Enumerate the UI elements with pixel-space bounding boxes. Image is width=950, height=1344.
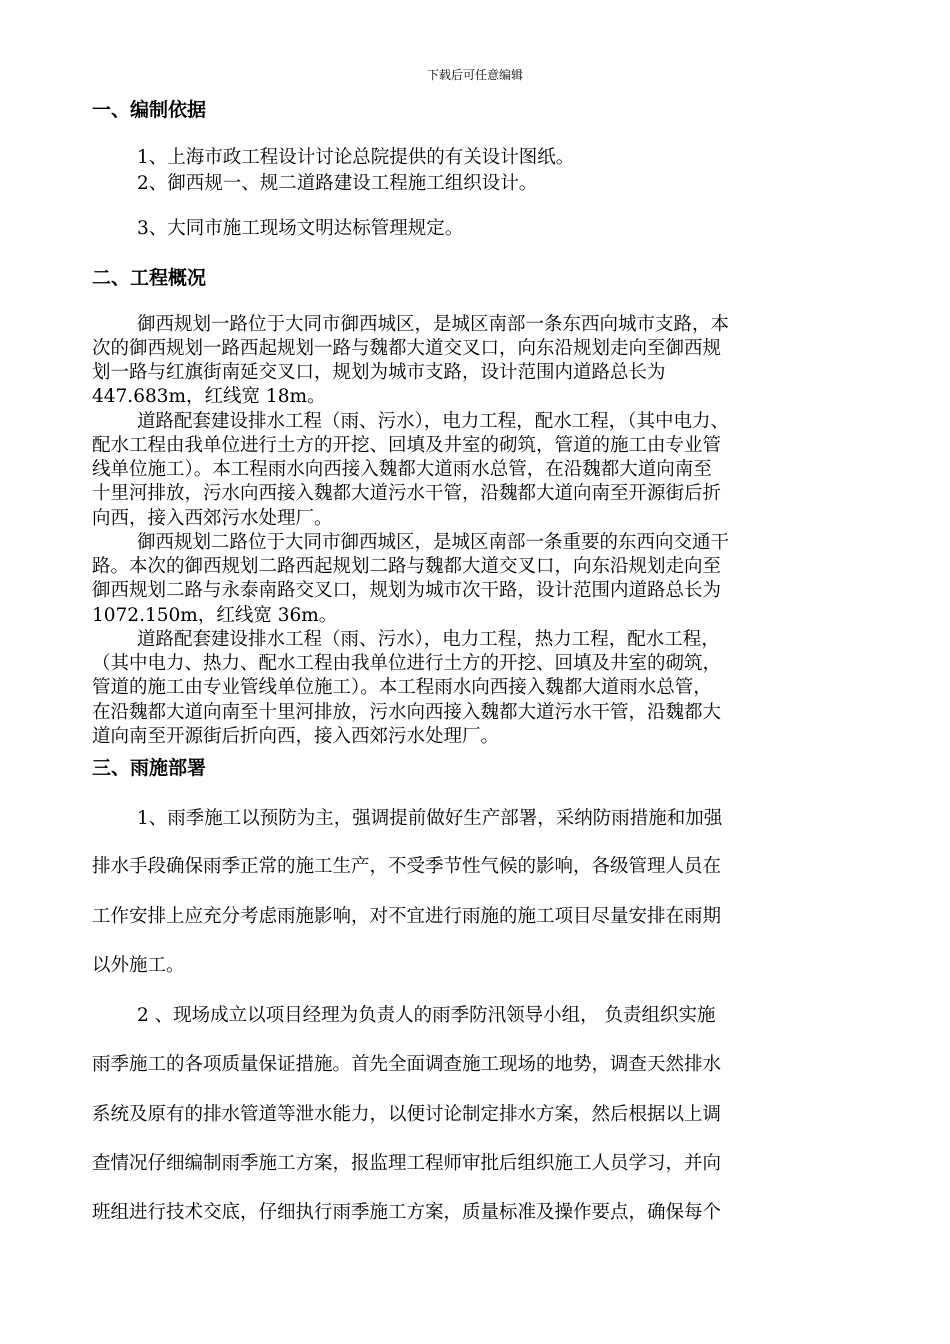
s3-p2-line: 查情况仔细编制雨季施工方案，报监理工程师审批后组织施工人员学习，并向 (92, 1153, 722, 1174)
s2-p4-line: 道路配套建设排水工程（雨、污水），电力工程，热力工程，配水工程， (137, 629, 720, 650)
s2-p4-line: 在沿魏都大道向南至十里河排放，污水向西接入魏都大道污水干管，沿魏都大 (92, 702, 722, 723)
s2-p1-line: 划一路与红旗街南延交叉口，规划为城市支路，设计范围内道路总长为 (92, 362, 666, 383)
s1-item: 2、御西规一、规二道路建设工程施工组织设计。 (137, 173, 538, 194)
s2-p4-line: （其中电力、热力、配水工程由我单位进行土方的开挖、回填及井室的砌筑， (92, 653, 722, 674)
s3-p1-line: 以外施工。 (92, 955, 185, 976)
s3-p2-line: 雨季施工的各项质量保证措施。首先全面调查施工现场的地势，调查天然排水 (92, 1054, 722, 1075)
s2-p1-line: 447.683m，红线宽 18m。 (92, 386, 326, 407)
s3-p1-line: 工作安排上应充分考虑雨施影响，对不宜进行雨施的施工项目尽量安排在雨期 (92, 906, 722, 927)
s3-p2-line: 2 、现场成立以项目经理为负责人的雨季防汛领导小组， 负责组织实施 (137, 1005, 716, 1026)
s2-p3-line: 路。本次的御西规划二路西起规划二路与魏都大道交叉口，向东沿规划走向至 (92, 556, 722, 577)
s2-p1-line: 次的御西规划一路西起规划一路与魏都大道交叉口，向东沿规划走向至御西规 (92, 338, 722, 359)
s3-p2-line: 班组进行技术交底，仔细执行雨季施工方案，质量标准及操作要点，确保每个 (92, 1202, 722, 1223)
page-header: 下载后可任意编辑 (426, 68, 523, 82)
s2-p2-line: 道路配套建设排水工程（雨、污水），电力工程，配水工程，（其中电力、 (137, 411, 730, 432)
s2-p3-line: 御西规划二路位于大同市御西城区，是城区南部一条重要的东西向交通干 (137, 532, 730, 553)
s2-p4-line: 道向南至开源街后折向西，接入西郊污水处理厂。 (92, 726, 500, 747)
s1-item: 3、大同市施工现场文明达标管理规定。 (137, 218, 464, 239)
s2-p1-line: 御西规划一路位于大同市御西城区，是城区南部一条东西向城市支路，本 (137, 314, 730, 335)
s3-p1-line: 1、雨季施工以预防为主，强调提前做好生产部署，采纳防雨措施和加强 (137, 808, 723, 829)
s3-p2-line: 系统及原有的排水管道等泄水能力，以便讨论制定排水方案，然后根据以上调 (92, 1104, 722, 1125)
s2-p2-line: 十里河排放，污水向西接入魏都大道污水干管，沿魏都大道向南至开源街后折 (92, 483, 722, 504)
s1-item: 1、上海市政工程设计讨论总院提供的有关设计图纸。 (137, 147, 575, 168)
s2-p3-line: 1072.150m，红线宽 36m。 (92, 605, 338, 626)
section-3-title: 三、雨施部署 (92, 757, 207, 779)
s2-p2-line: 向西，接入西郊污水处理厂。 (92, 508, 333, 529)
s2-p2-line: 配水工程由我单位进行土方的开挖、回填及井室的砌筑，管道的施工由专业管 (92, 435, 722, 456)
s2-p4-line: 管道的施工由专业管线单位施工）。本工程雨水向西接入魏都大道雨水总管， (92, 677, 712, 698)
section-1-title: 一、编制依据 (92, 99, 207, 121)
s2-p3-line: 御西规划二路与永泰南路交叉口，规划为城市次干路，设计范围内道路总长为 (92, 580, 722, 601)
s2-p2-line: 线单位施工）。本工程雨水向西接入魏都大道雨水总管，在沿魏都大道向南至 (92, 459, 712, 480)
section-2-title: 二、工程概况 (92, 267, 207, 289)
s3-p1-line: 排水手段确保雨季正常的施工生产，不受季节性气候的影响，各级管理人员在 (92, 856, 722, 877)
